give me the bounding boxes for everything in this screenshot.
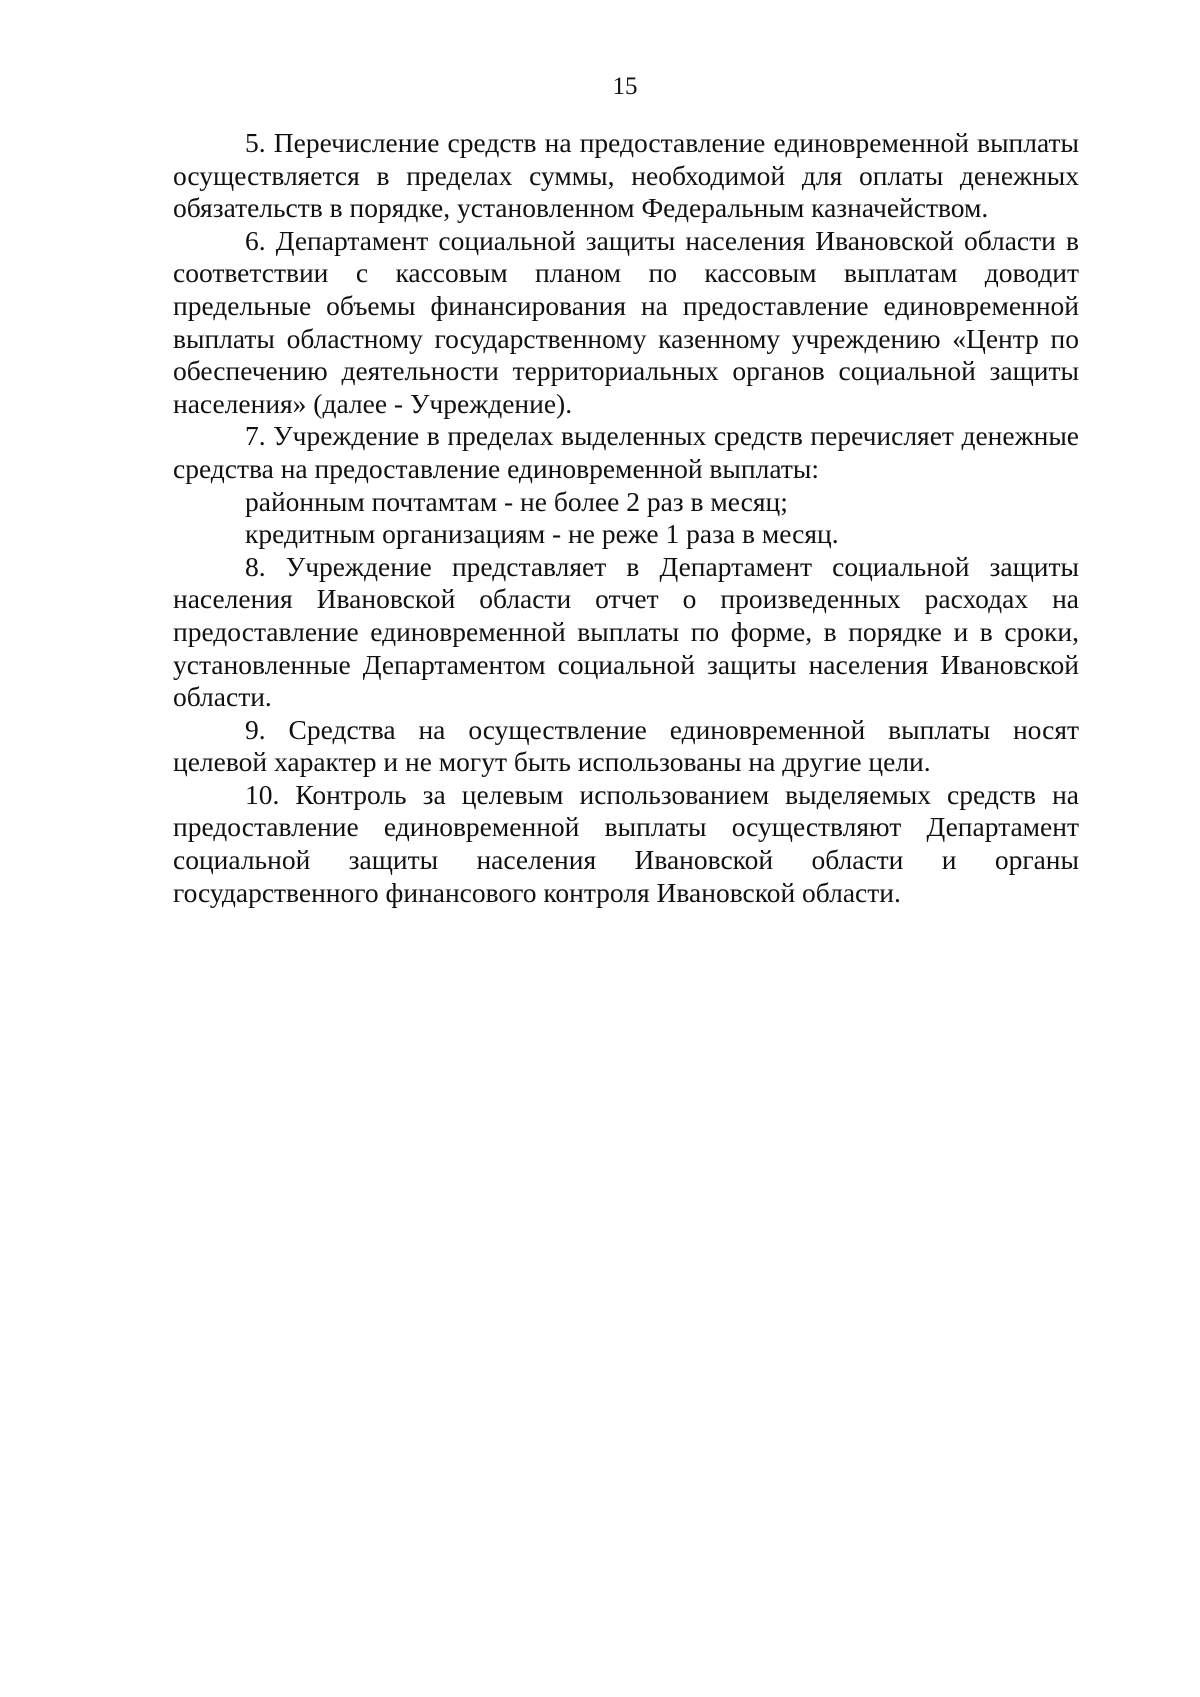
- paragraph-5: 5. Перечисление средств на предоставление единовременной выплаты осуществляется в пределах суммы, необходимой для оплаты денежных обязательств в порядке, установленном Федеральным казначейством.: [173, 127, 1079, 224]
- paragraph-7: 7. Учреждение в пределах выделенных средств перечисляет денежные средства на предоставление единовременной выплаты:: [173, 420, 1079, 484]
- paragraph-10: 10. Контроль за целевым использованием выделяемых средств на предоставление единовременной выплаты осуществляют Департамент социальной защиты населения Ивановской области и органы государственного финансового контроля Ивановской области.: [173, 778, 1079, 908]
- list-item-credit-organizations: кредитным организациям - не реже 1 раза в месяц.: [245, 518, 839, 550]
- paragraph-8: 8. Учреждение представляет в Департамент социальной защиты населения Ивановской области отчет о произведенных расходах на предоставление единовременной выплаты по форме, в порядке и в сроки, установленные Департаментом социальной защиты населения Ивановской области.: [173, 550, 1079, 713]
- list-item-post-offices: районным почтамтам - не более 2 раз в месяц;: [245, 485, 788, 517]
- paragraph-9: 9. Средства на осуществление единовременной выплаты носят целевой характер и не могут быть использованы на другие цели.: [173, 713, 1079, 778]
- paragraph-6: 6. Департамент социальной защиты населения Ивановской области в соответствии с кассовым планом по кассовым выплатам доводит предельные объемы финансирования на предоставление единовременной выплаты областному государственному казенному учреждению «Центр по обеспечению деятельности территориальных органов социальной защиты населения» (далее - Учреждение).: [173, 224, 1079, 419]
- page-number: 15: [612, 73, 638, 100]
- document-body: [173, 127, 1079, 909]
